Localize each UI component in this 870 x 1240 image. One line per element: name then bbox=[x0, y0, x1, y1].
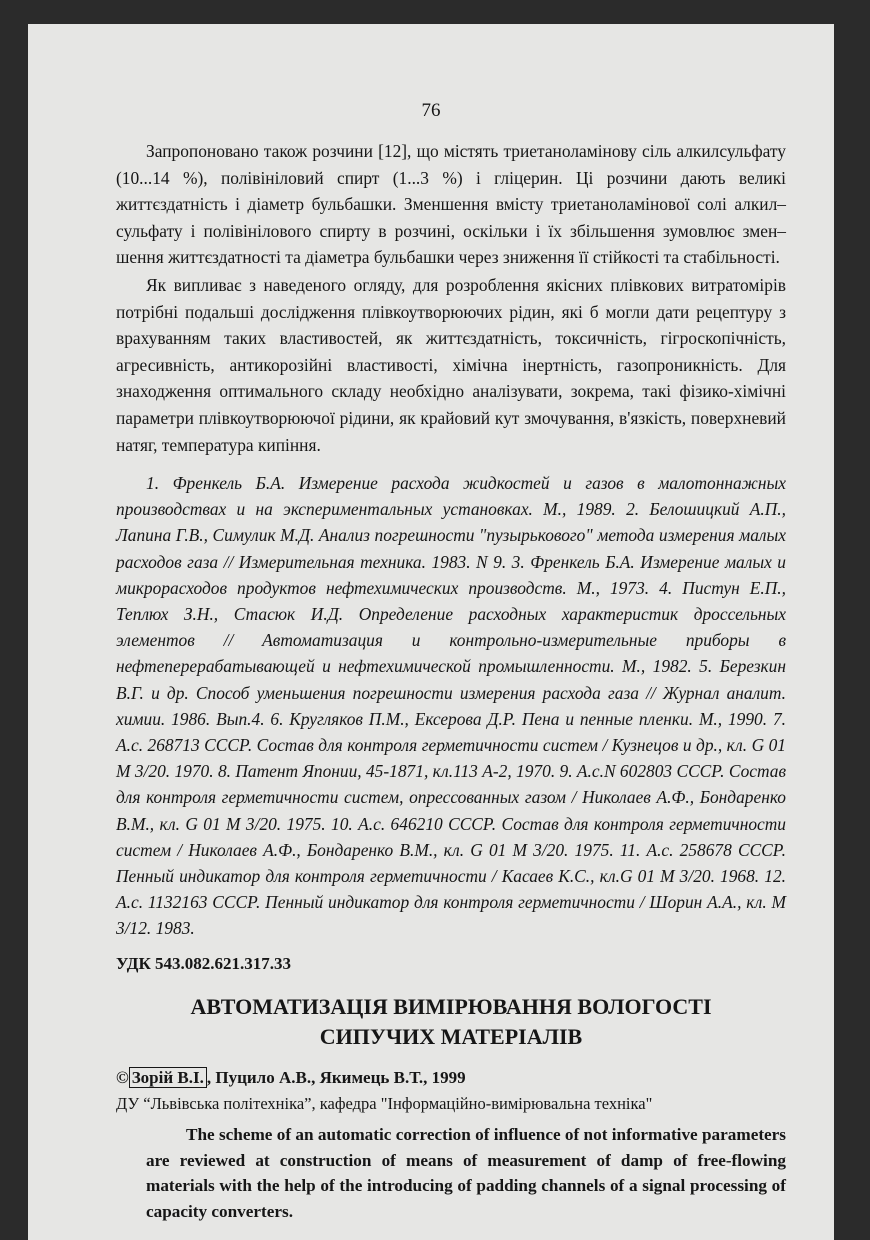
page-number: 76 bbox=[421, 100, 441, 121]
authors-line bbox=[116, 1068, 466, 1088]
other-authors: , Пуцило А.В., Якимець В.Т., 1999 bbox=[206, 1068, 466, 1087]
article-title bbox=[116, 992, 786, 1052]
boxed-author: Зорій В.І. bbox=[129, 1067, 207, 1088]
copyright-symbol: © bbox=[116, 1068, 129, 1087]
article-title-line-2: СИПУЧИХ МАТЕРІАЛІВ bbox=[319, 1024, 583, 1049]
scanned-page bbox=[28, 24, 834, 1240]
affiliation: ДУ “Львівська політехніка”, кафедра "Інформаційно-вимірювальна техніка" bbox=[116, 1094, 653, 1113]
article-title-line-1: АВТОМАТИЗАЦІЯ ВИМІРЮВАННЯ ВОЛОГОСТІ bbox=[190, 994, 712, 1019]
paragraph-1: Запропоновано також розчини [12], що містять триетаноламінову сіль алкилсульфату (10...14 %), полівініловий спирт (1...3 %) і гліцерин. Ці розчини дають великі життєздатність і діаметр бульбашки. Зменшення вмісту триетаноламінової солі алкил–сульфату і полівінілового спирту в розчині, оскільки і їх збільшення зумовлює змен–шення життєздатності та діаметра бульбашки через зниження її стійкості та стабільності. bbox=[116, 141, 786, 268]
abstract: The scheme of an automatic correction of influence of not informative parameters are reviewed at construction of means of measurement of damp of free-flowing materials with the help of the introducing of padding channels of a signal processing of capacity converters. bbox=[146, 1125, 786, 1221]
paragraph-2: Як випливає з наведеного огляду, для розроблення якісних плівкових витратомірів потрібні подальші дослідження плівкоутворюючих рідин, які б могли дати рецептуру з врахуванням таких властивостей, як життєздатність, токсичність, гігроскопічність, агресивність, антикорозійні властивості, хімічна інертність, газопроникність. Для знаходження оптимального складу необхідно аналізувати, зокрема, такі фізико-хімічні параметри плівкоутворюючої рідини, як крайовий кут змочування, в'язкість, поверхневий натяг, температура кипіння. bbox=[116, 275, 786, 455]
references-list: 1. Френкель Б.А. Измерение расхода жидкостей и газов в малотоннажных производствах и на экспериментальных установках. М., 1989. 2. Белошицкий А.П., Лапина Г.В., Симулик М.Д. Анализ погрешности "пузырькового" метода измерения малых расходов газа // Измерительная техника. 1983. N 9. 3. Френкель Б.А. Измерение малых и микрорасходов продуктов нефтехимических производств. М., 1973. 4. Пистун Е.П., Теплюх З.Н., Стасюк И.Д. Определение расходных характеристик дроссельных элементов // Автоматизация и контрольно-измерительные приборы в нефтеперерабатывающей и нефтехимической промышленности. М., 1982. 5. Березкин В.Г. и др. Способ уменьшения погрешности измерения расхода газа // Журнал аналит. химии. 1986. Вып.4. 6. Кругляков П.М., Ексерова Д.Р. Пена и пенные пленки. М., 1990. 7. А.с. 268713 СССР. Состав для контроля герметичности систем / Кузнецов и др., кл. G 01 M 3/20. 1970. 8. Патент Японии, 45-1871, кл.113 А-2, 1970. 9. А.с.N 602803 СССР. Состав для контроля герметичности систем, опрессованных газом / Николаев А.Ф., Бондаренко В.М., кл. G 01 M 3/20. 1975. 10. А.с. 646210 СССР. Состав для контроля герметичности систем / Николаев А.Ф., Бондаренко В.М., кл. G 01 M 3/20. 1975. 11. А.с. 258678 СССР. Пенный индикатор для контроля герметичности / Касаев К.С., кл.G 01 M 3/20. 1968. 12. А.с. 1132163 СССР. Пенный индикатор для контроля герметичности / Шорин А.А., кл. M 3/12. 1983. bbox=[116, 473, 786, 939]
udc-code: УДК 543.082.621.317.33 bbox=[116, 954, 292, 973]
